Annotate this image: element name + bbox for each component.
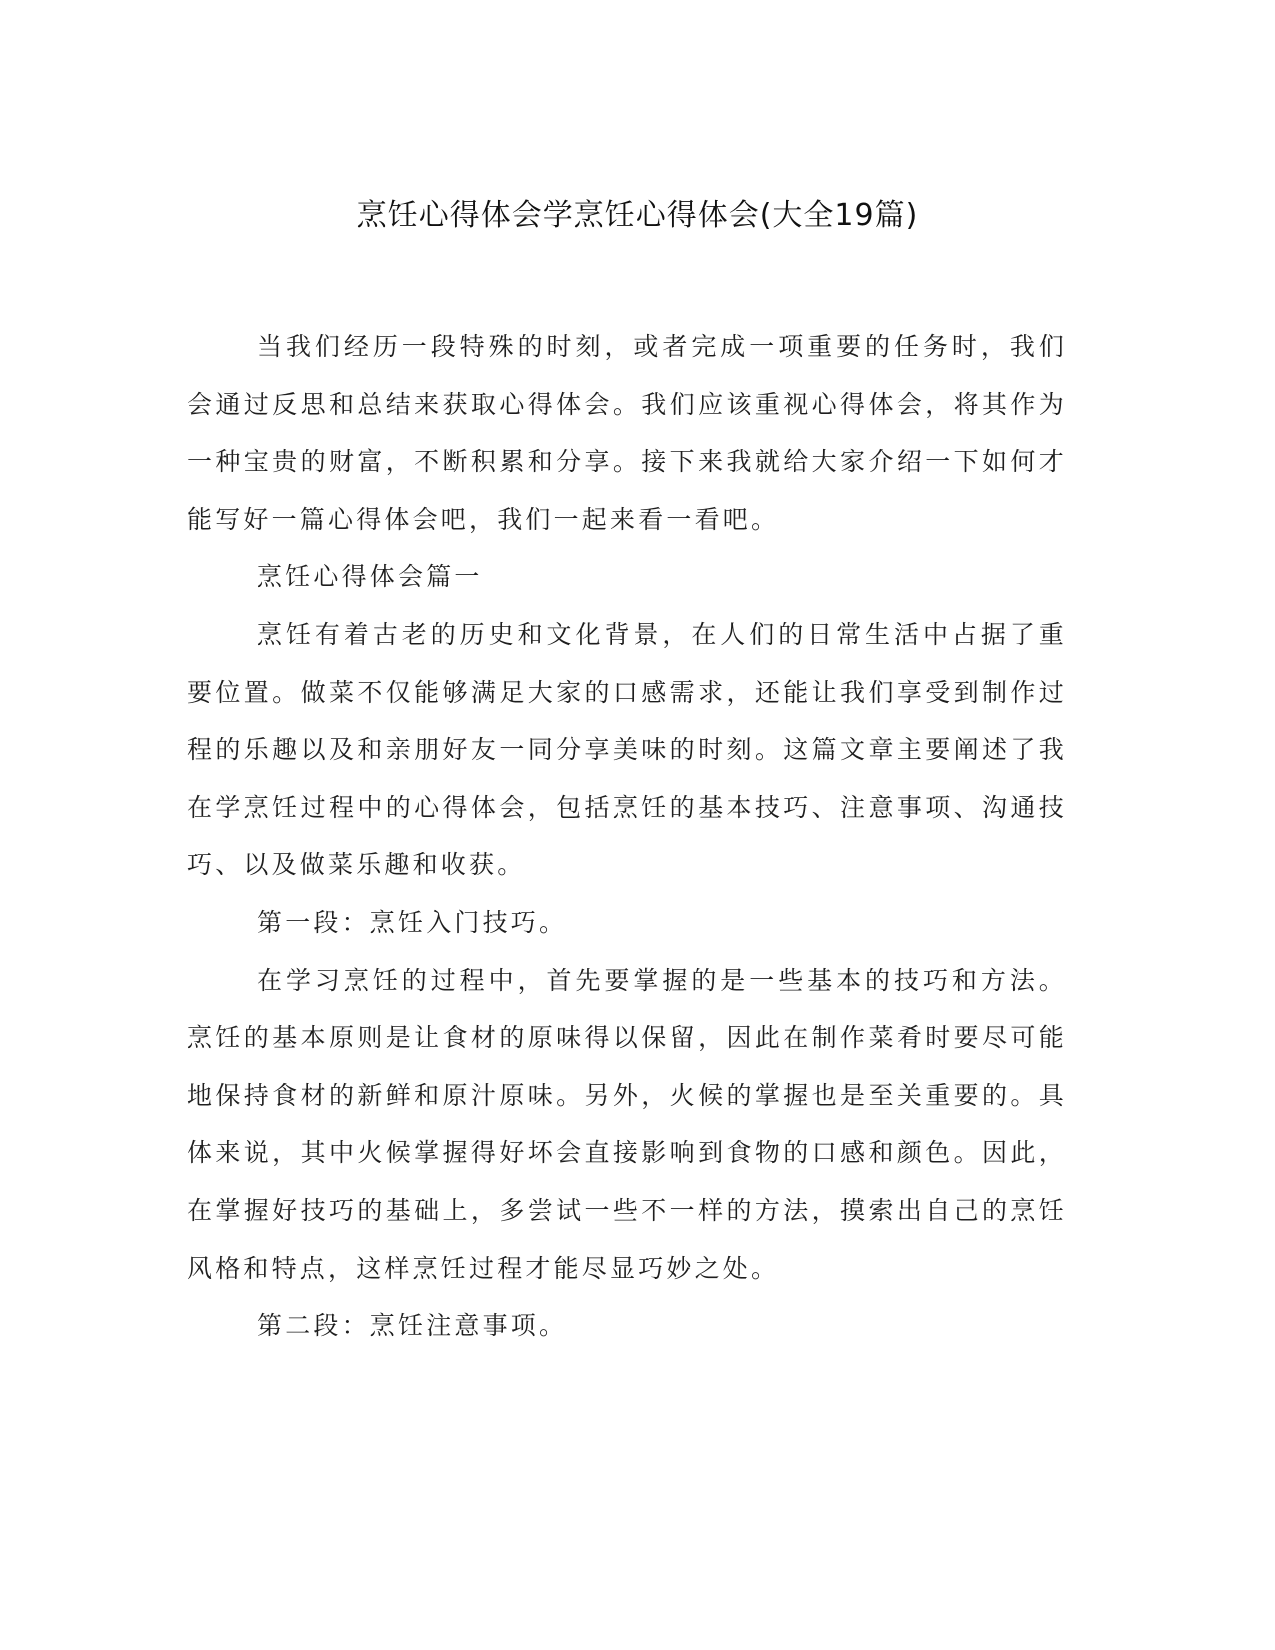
section-heading: 烹饪心得体会篇一: [257, 562, 483, 592]
intro-paragraph: 当我们经历一段特殊的时刻，或者完成一项重要的任务时，我们会通过反思和总结来获取心得体会。我们应该重视心得体会，将其作为一种宝贵的财富，不断积累和分享。接下来我就给大家介绍一下如何才能写好一篇心得体会吧，我们一起来看一看吧。: [187, 332, 1067, 534]
section-subheading: 第一段：烹饪入门技巧。: [257, 907, 568, 937]
body-paragraph: 在学习烹饪的过程中，首先要掌握的是一些基本的技巧和方法。烹饪的基本原则是让食材的原味得以保留，因此在制作菜肴时要尽可能地保持食材的新鲜和原汁原味。另外，火候的掌握也是至关重要的。具体来说，其中火候掌握得好坏会直接影响到食物的口感和颜色。因此，在掌握好技巧的基础上，多尝试一些不一样的方法，摸索出自己的烹饪风格和特点，这样烹饪过程才能尽显巧妙之处。: [187, 965, 1067, 1283]
body-paragraph: 烹饪有着古老的历史和文化背景，在人们的日常生活中占据了重要位置。做菜不仅能够满足大家的口感需求，还能让我们享受到制作过程的乐趣以及和亲朋好友一同分享美味的时刻。这篇文章主要阐述了我在学烹饪过程中的心得体会，包括烹饪的基本技巧、注意事项、沟通技巧、以及做菜乐趣和收获。: [187, 619, 1067, 880]
document-body: [187, 318, 1067, 1355]
document-title: 烹饪心得体会学烹饪心得体会(大全19篇): [356, 198, 919, 233]
section-subheading: 第二段：烹饪注意事项。: [257, 1311, 568, 1341]
